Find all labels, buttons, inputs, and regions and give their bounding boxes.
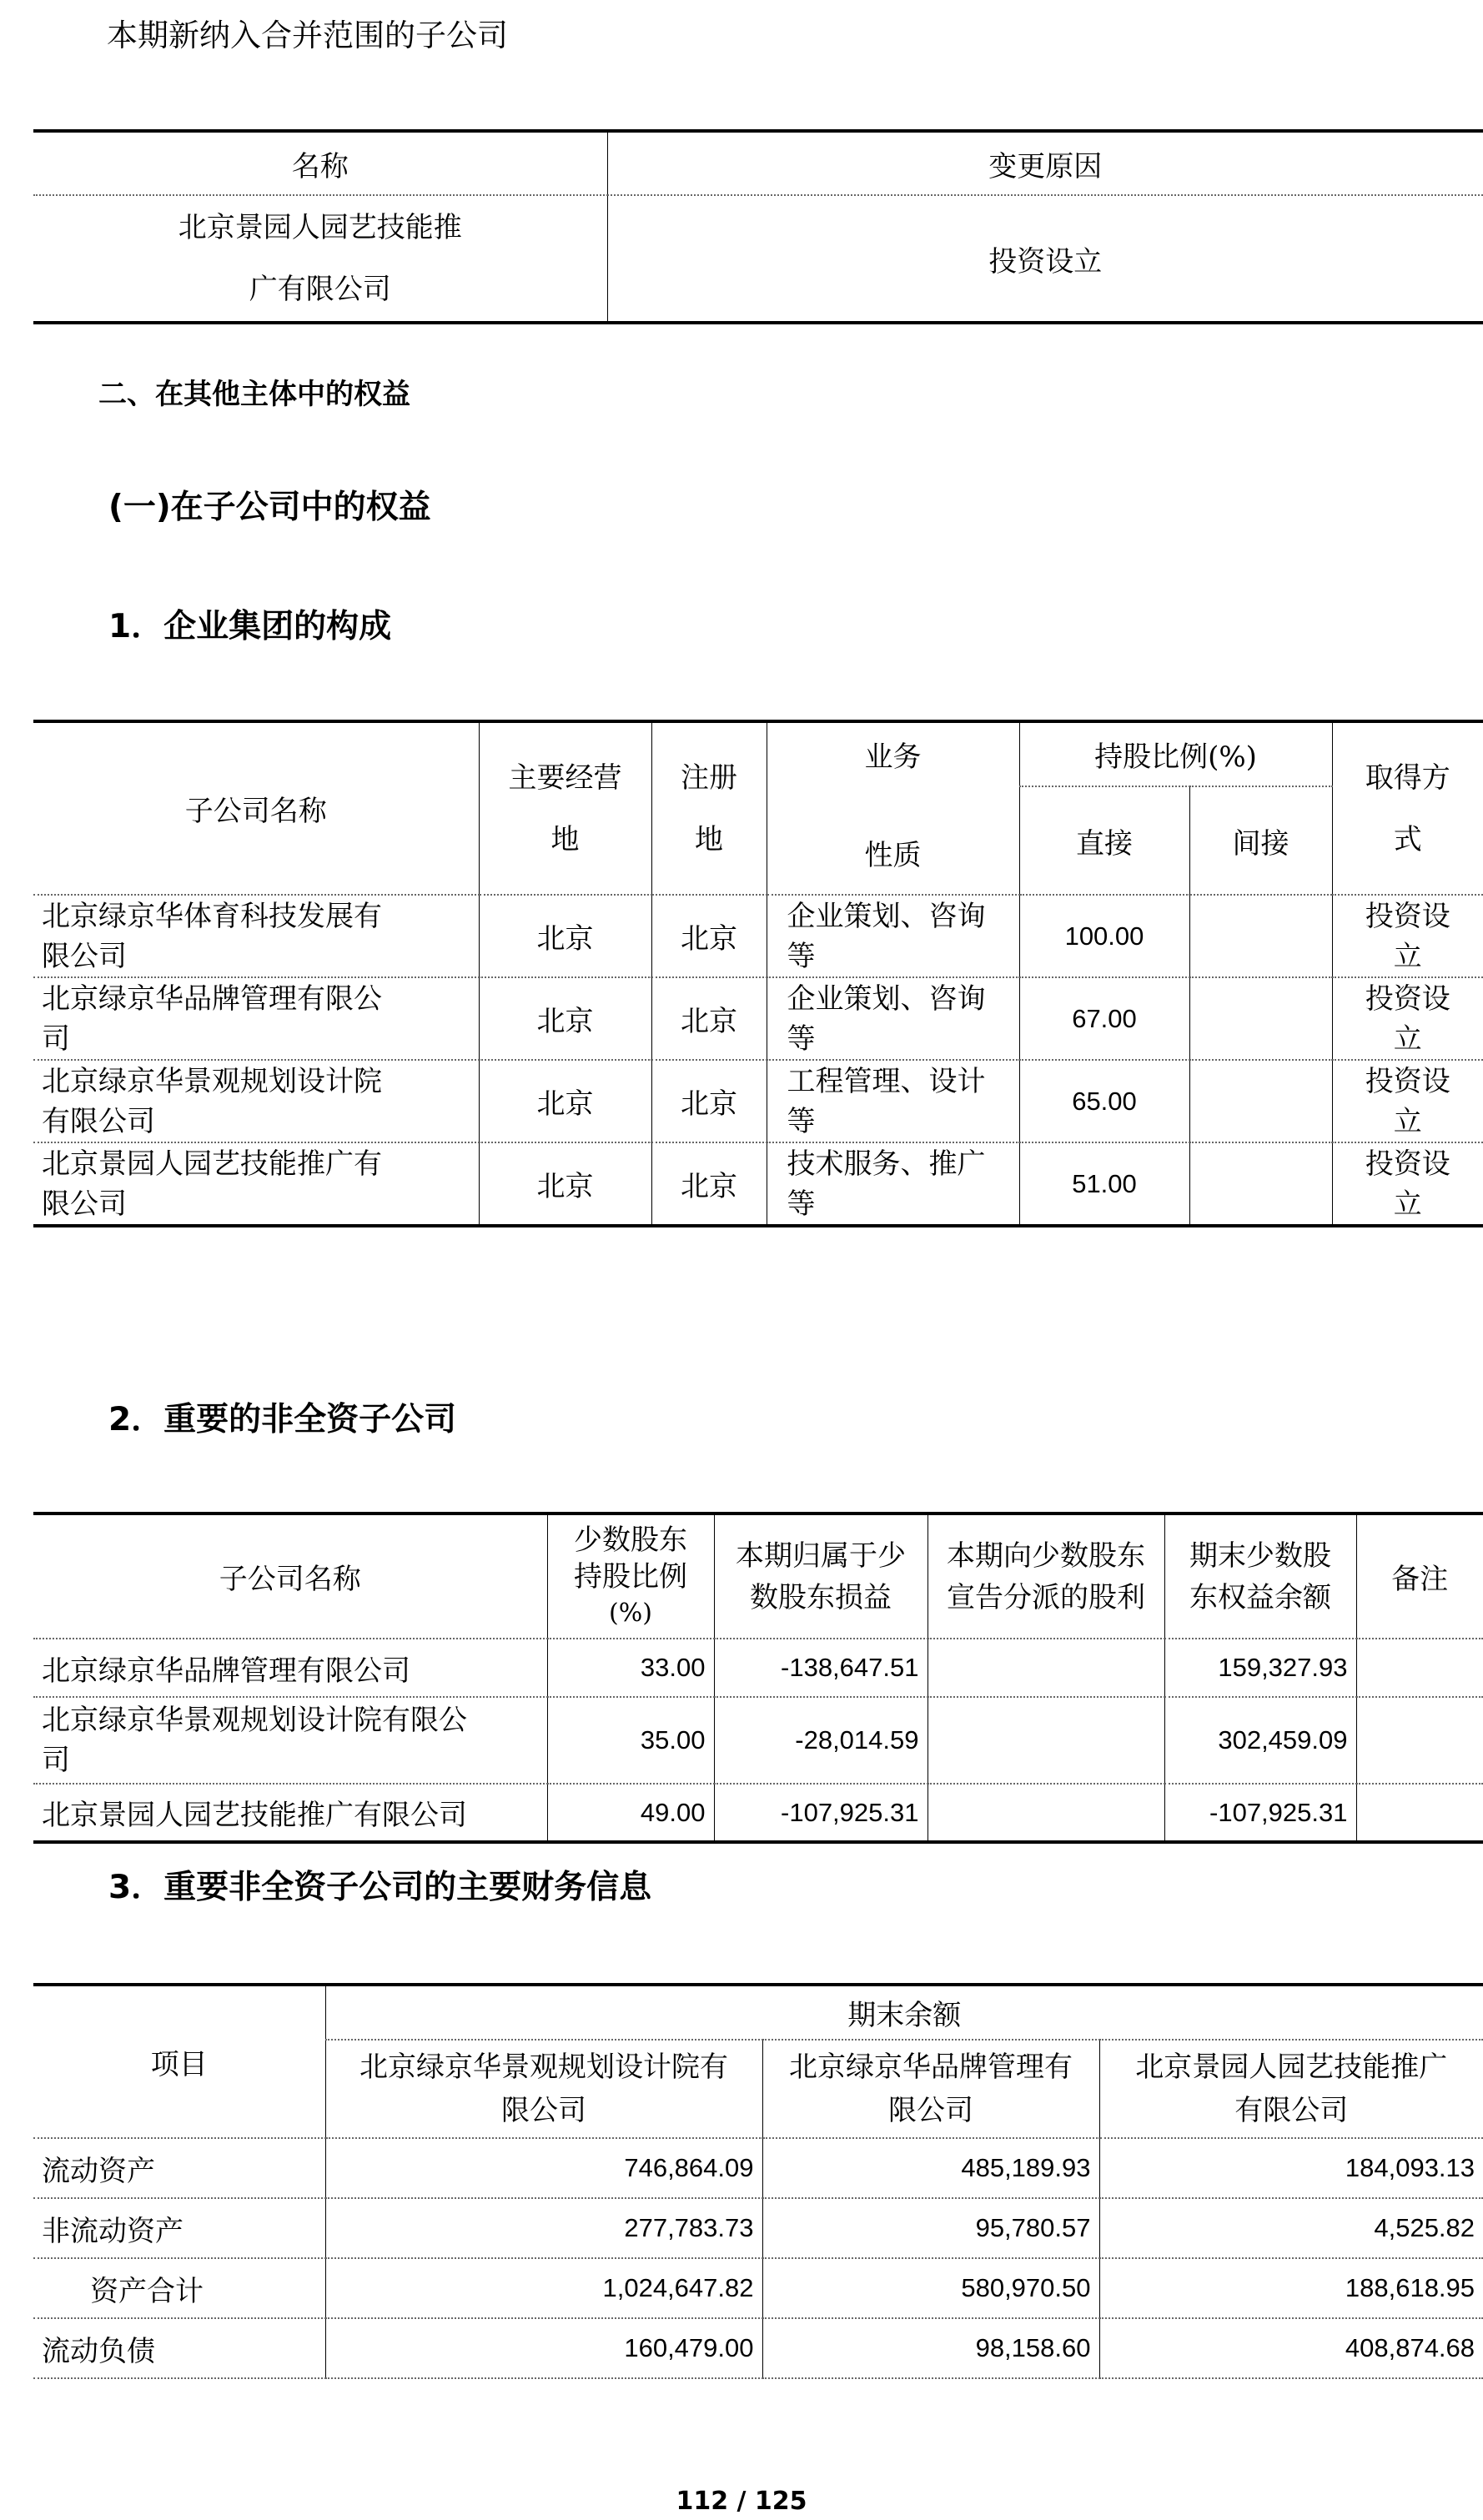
h-subsidiary-name: 子公司名称 bbox=[33, 721, 479, 895]
name-l1: 北京绿京华体育科技发展有 bbox=[42, 899, 382, 933]
group-row-method bbox=[1332, 1060, 1483, 1142]
name-l2: 司 bbox=[42, 1022, 70, 1056]
group-row-place: 北京 bbox=[479, 1142, 651, 1226]
minority-row-name: 北京景园人园艺技能推广有限公司 bbox=[42, 1799, 467, 1832]
biz-l2: 等 bbox=[787, 939, 816, 973]
h-fin-col-3-l1: 北京景园人园艺技能推广 bbox=[1135, 2051, 1448, 2084]
h-reg-place-l1: 注册 bbox=[681, 761, 737, 795]
h-biz-l1: 业务 bbox=[864, 740, 922, 774]
minority-row-eq: 302,459.09 bbox=[1164, 1697, 1356, 1784]
minority-row-note bbox=[1356, 1784, 1483, 1842]
subsection1-title: (一)在子公司中的权益 bbox=[108, 489, 431, 526]
h-fin-col-1-l1: 北京绿京华景观规划设计院有 bbox=[359, 2051, 728, 2084]
minority-row-ratio: 33.00 bbox=[547, 1639, 714, 1697]
section2-title: 二、在其他主体中的权益 bbox=[98, 378, 410, 411]
biz-l1: 技术服务、推广 bbox=[787, 1147, 986, 1181]
method-l1: 投资设 bbox=[1365, 899, 1450, 933]
item3-title: 3．重要非全资子公司的主要财务信息 bbox=[108, 1869, 652, 1906]
biz-l1: 企业策划、咨询 bbox=[787, 899, 986, 933]
minority-row-ratio: 35.00 bbox=[547, 1697, 714, 1784]
new-sub-reason: 投资设立 bbox=[607, 195, 1483, 323]
biz-l2: 等 bbox=[787, 1022, 816, 1056]
h-biz-nature bbox=[767, 721, 1019, 895]
h-fin-col-2-l1: 北京绿京华品牌管理有 bbox=[789, 2051, 1073, 2084]
minority-row-div bbox=[928, 1639, 1164, 1697]
h-eq-l2: 东权益余额 bbox=[1189, 1580, 1331, 1614]
group-row-method bbox=[1332, 977, 1483, 1060]
h-indirect: 间接 bbox=[1189, 786, 1332, 895]
h-biz-l2: 性质 bbox=[864, 839, 922, 872]
biz-l1: 企业策划、咨询 bbox=[787, 981, 986, 1016]
group-row-place: 北京 bbox=[479, 895, 651, 977]
h-pl-l1: 本期归属于少 bbox=[736, 1539, 906, 1573]
group-composition-table bbox=[33, 720, 1483, 1227]
financial-info-table bbox=[33, 1983, 1483, 2379]
group-row-direct: 100.00 bbox=[1019, 895, 1189, 977]
method-l2: 立 bbox=[1393, 939, 1422, 973]
group-row-reg: 北京 bbox=[651, 1060, 767, 1142]
header-name: 名称 bbox=[291, 149, 349, 183]
fin-row-v3: 188,618.95 bbox=[1099, 2258, 1483, 2318]
method-l1: 投资设 bbox=[1365, 1147, 1450, 1181]
h-reg-place-l2: 地 bbox=[695, 822, 723, 856]
minority-row-pl: -28,014.59 bbox=[714, 1697, 928, 1784]
h-minority-note: 备注 bbox=[1356, 1514, 1483, 1639]
h-ratio-l1: 少数股东 bbox=[574, 1523, 687, 1557]
name-l1: 北京绿京华景观规划设计院有限公 bbox=[42, 1704, 467, 1737]
h-acquire-method bbox=[1332, 721, 1483, 895]
name-l2: 限公司 bbox=[42, 1187, 127, 1221]
group-row-method bbox=[1332, 1142, 1483, 1226]
group-row-name bbox=[33, 977, 479, 1060]
fin-row-v2: 95,780.57 bbox=[762, 2198, 1099, 2258]
group-row-reg: 北京 bbox=[651, 977, 767, 1060]
name-l2: 司 bbox=[42, 1744, 70, 1777]
minority-row-ratio: 49.00 bbox=[547, 1784, 714, 1842]
fin-row-v2: 580,970.50 bbox=[762, 2258, 1099, 2318]
h-fin-col-1 bbox=[325, 2040, 762, 2138]
minority-row-note bbox=[1356, 1639, 1483, 1697]
name-l2: 限公司 bbox=[42, 939, 127, 973]
new-sub-name-l2: 广有限公司 bbox=[249, 273, 391, 306]
h-method-l1: 取得方 bbox=[1365, 761, 1450, 795]
intro-text: 本期新纳入合并范围的子公司 bbox=[107, 18, 508, 53]
minority-row-div bbox=[928, 1784, 1164, 1842]
h-direct: 直接 bbox=[1019, 786, 1189, 895]
minority-row-note bbox=[1356, 1697, 1483, 1784]
minority-row-pl: -107,925.31 bbox=[714, 1784, 928, 1842]
group-row-biz bbox=[767, 1142, 1019, 1226]
h-fin-col-3 bbox=[1099, 2040, 1483, 2138]
fin-row-label: 流动负债 bbox=[42, 2334, 155, 2368]
group-row-reg: 北京 bbox=[651, 1142, 767, 1226]
name-l2: 有限公司 bbox=[42, 1104, 155, 1138]
new-sub-name-l1: 北京景园人园艺技能推 bbox=[178, 211, 462, 244]
name-l1: 北京绿京华品牌管理有限公 bbox=[42, 981, 382, 1016]
group-row-indirect bbox=[1189, 1142, 1332, 1226]
fin-row-v1: 160,479.00 bbox=[325, 2318, 762, 2378]
group-row-biz bbox=[767, 1060, 1019, 1142]
group-row-direct: 67.00 bbox=[1019, 977, 1189, 1060]
biz-l2: 等 bbox=[787, 1104, 816, 1138]
method-l1: 投资设 bbox=[1365, 981, 1450, 1016]
group-row-indirect bbox=[1189, 895, 1332, 977]
fin-row-v3: 184,093.13 bbox=[1099, 2138, 1483, 2198]
group-row-method bbox=[1332, 895, 1483, 977]
minority-row-name bbox=[33, 1697, 547, 1784]
fin-row-v1: 746,864.09 bbox=[325, 2138, 762, 2198]
group-row-place: 北京 bbox=[479, 977, 651, 1060]
group-row-reg: 北京 bbox=[651, 895, 767, 977]
h-minority-pl bbox=[714, 1514, 928, 1639]
minority-row-pl: -138,647.51 bbox=[714, 1639, 928, 1697]
minority-row-div bbox=[928, 1697, 1164, 1784]
group-row-biz bbox=[767, 895, 1019, 977]
group-row-indirect bbox=[1189, 977, 1332, 1060]
method-l2: 立 bbox=[1393, 1104, 1422, 1138]
h-minority-ratio bbox=[547, 1514, 714, 1639]
h-fin-col-2-l2: 限公司 bbox=[888, 2094, 973, 2127]
biz-l1: 工程管理、设计 bbox=[787, 1064, 986, 1098]
h-minority-eq bbox=[1164, 1514, 1356, 1639]
h-fin-item: 项目 bbox=[33, 1985, 325, 2138]
h-reg-place bbox=[651, 721, 767, 895]
method-l2: 立 bbox=[1393, 1187, 1422, 1221]
group-row-biz bbox=[767, 977, 1019, 1060]
h-fin-period: 期末余额 bbox=[325, 1985, 1483, 2040]
fin-row-v1: 1,024,647.82 bbox=[325, 2258, 762, 2318]
h-minority-name: 子公司名称 bbox=[219, 1563, 361, 1596]
item1-title: 1．企业集团的构成 bbox=[108, 608, 392, 645]
h-main-place bbox=[479, 721, 651, 895]
group-row-indirect bbox=[1189, 1060, 1332, 1142]
h-fin-col-3-l2: 有限公司 bbox=[1234, 2094, 1349, 2127]
h-main-place-l1: 主要经营 bbox=[508, 761, 622, 795]
h-div-l1: 本期向少数股东 bbox=[947, 1539, 1145, 1573]
h-method-l2: 式 bbox=[1393, 822, 1422, 856]
h-ratio-l2: 持股比例 bbox=[574, 1559, 687, 1594]
method-l1: 投资设 bbox=[1365, 1064, 1450, 1098]
minority-subsidiary-table bbox=[33, 1512, 1483, 1844]
group-row-direct: 51.00 bbox=[1019, 1142, 1189, 1226]
h-main-place-l2: 地 bbox=[550, 822, 580, 856]
h-minority-div bbox=[928, 1514, 1164, 1639]
page-number: 112 / 125 bbox=[676, 2487, 807, 2516]
minority-row-name: 北京绿京华品牌管理有限公司 bbox=[42, 1654, 410, 1688]
fin-row-v1: 277,783.73 bbox=[325, 2198, 762, 2258]
fin-row-v3: 408,874.68 bbox=[1099, 2318, 1483, 2378]
fin-row-label: 资产合计 bbox=[90, 2274, 204, 2308]
fin-row-label: 非流动资产 bbox=[42, 2214, 183, 2248]
name-l1: 北京景园人园艺技能推广有 bbox=[42, 1147, 382, 1181]
header-reason: 变更原因 bbox=[607, 131, 1483, 195]
minority-row-eq: 159,327.93 bbox=[1164, 1639, 1356, 1697]
group-row-name bbox=[33, 1142, 479, 1226]
group-row-name bbox=[33, 895, 479, 977]
fin-row-label: 流动资产 bbox=[42, 2154, 155, 2188]
item2-title: 2．重要的非全资子公司 bbox=[108, 1401, 457, 1438]
new-subsidiary-table bbox=[33, 129, 1483, 324]
h-eq-l1: 期末少数股 bbox=[1189, 1539, 1331, 1573]
fin-row-v2: 485,189.93 bbox=[762, 2138, 1099, 2198]
biz-l2: 等 bbox=[787, 1187, 816, 1221]
h-fin-col-1-l2: 限公司 bbox=[501, 2094, 586, 2127]
method-l2: 立 bbox=[1393, 1022, 1422, 1056]
group-row-direct: 65.00 bbox=[1019, 1060, 1189, 1142]
h-share-ratio: 持股比例(%) bbox=[1019, 721, 1332, 786]
group-row-name bbox=[33, 1060, 479, 1142]
new-sub-name bbox=[33, 195, 607, 323]
h-ratio-l3: (%) bbox=[609, 1598, 652, 1628]
fin-row-v2: 98,158.60 bbox=[762, 2318, 1099, 2378]
h-fin-col-2 bbox=[762, 2040, 1099, 2138]
group-row-place: 北京 bbox=[479, 1060, 651, 1142]
minority-row-eq: -107,925.31 bbox=[1164, 1784, 1356, 1842]
name-l1: 北京绿京华景观规划设计院 bbox=[42, 1064, 382, 1098]
fin-row-v3: 4,525.82 bbox=[1099, 2198, 1483, 2258]
h-pl-l2: 数股东损益 bbox=[750, 1580, 892, 1614]
h-div-l2: 宣告分派的股利 bbox=[947, 1580, 1145, 1614]
